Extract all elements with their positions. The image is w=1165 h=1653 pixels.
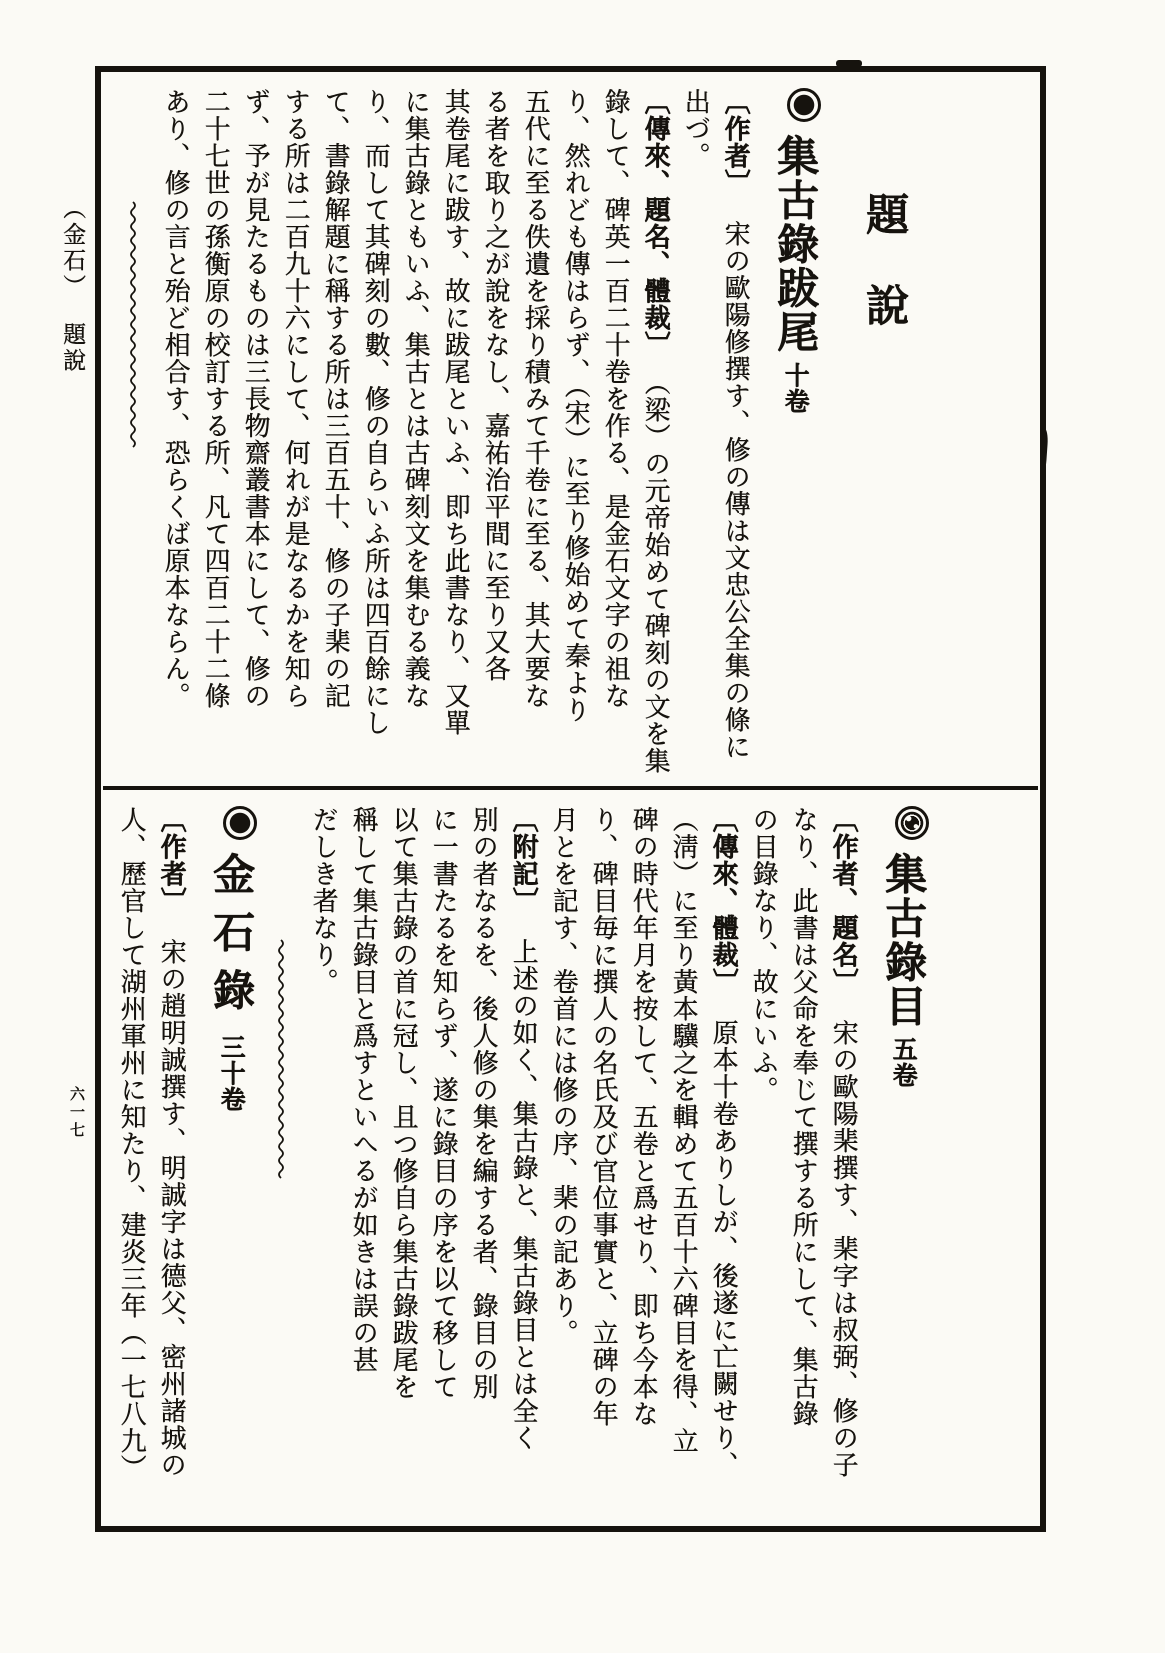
end-of-entry-wavy-rule	[111, 88, 155, 780]
paragraph-label: 〔作者〕	[157, 806, 186, 914]
column-text: 原本十卷ありしが、後遂に亡闕せり、	[709, 1019, 738, 1478]
column-text: 錄して、碑英一百二十卷を作る、是金石文字の祖な	[601, 88, 630, 709]
text-column	[675, 88, 715, 780]
text-column	[583, 806, 623, 1653]
column-text: なり、此書は父命を奉じて撰する所にして、集古錄	[789, 806, 818, 1427]
paragraph-label: 〔作者〕	[721, 88, 750, 196]
column-text: り、碑目毎に撰人の名氏及び官位事實と、立碑の年	[589, 806, 618, 1427]
page-heading: 題說	[860, 192, 907, 374]
column-text: に集古錄ともいふ、集古とは古碑刻文を集むる義な	[401, 88, 430, 709]
column-text: の目錄なり、故にいふ。	[749, 806, 778, 1103]
text-column	[315, 88, 355, 780]
paragraph-label: 〔作者、題名〕	[829, 806, 858, 995]
column-text: （梁）の元帝始めて碑刻の文を集	[641, 382, 670, 774]
vertical-text-block-bottom	[111, 806, 931, 1653]
column-text: 稱して集古錄目と爲すといへるが如きは誤の甚	[349, 806, 378, 1373]
entry-volume-count: 十卷	[781, 362, 808, 414]
entry-title-shūkoroku-batsubi	[765, 88, 823, 780]
wavy-rule-glyph	[126, 200, 140, 456]
margin-series-label: （金石）	[60, 196, 85, 300]
text-column	[743, 806, 783, 1653]
text-column	[715, 88, 755, 780]
column-text: ず、予が見たるものは三長物齋叢書本にして、修の	[241, 88, 270, 709]
section-shūkoroku-batsubi	[101, 72, 1040, 786]
column-text: 上述の如く、集古錄と、集古錄目とは全く	[509, 938, 538, 1451]
text-column	[543, 806, 583, 1653]
column-text: 碑の時代年月を按して、五卷と爲せり、即ち今本な	[629, 806, 658, 1427]
column-text: 其卷尾に跋す、故に跋尾といふ、即ち此書なり、又單	[441, 88, 470, 736]
end-of-entry-wavy-rule	[259, 806, 303, 1653]
entry-title-text: 金石錄	[207, 852, 253, 1026]
column-text: 月とを記す、卷首には修の序、棐の記あり。	[549, 806, 578, 1346]
column-text: だしき者なり。	[309, 806, 338, 995]
wavy-rule-glyph	[274, 938, 288, 1188]
text-column	[463, 806, 503, 1653]
paragraph-label: 〔附記〕	[509, 806, 538, 914]
column-text: あり、修の言と殆ど相合す、恐らくば原本ならん。	[161, 88, 190, 709]
section-bullet-icon	[787, 88, 821, 122]
margin-section-label: 題說	[60, 322, 85, 374]
column-text: 宋の歐陽修撰す、修の傳は文忠公全集の條に	[721, 220, 750, 760]
section-bullet-icon	[223, 806, 257, 840]
column-text: する所は二百九十六にして、何れが是なるかを知ら	[281, 88, 310, 709]
entry-title-text: 集古錄目	[879, 852, 925, 1028]
text-column	[275, 88, 315, 780]
vertical-text-block-top	[111, 88, 909, 780]
text-column	[303, 806, 343, 1653]
paragraph-label: 〔傳來、體裁〕	[709, 806, 738, 995]
entry-title-shūkorokumoku	[873, 806, 931, 1653]
text-column	[151, 806, 191, 1653]
text-column	[195, 88, 235, 780]
entry-volume-count: 五卷	[889, 1036, 916, 1088]
column-text: に一書たるを知らず、遂に錄目の序を以て移して	[429, 806, 458, 1400]
text-column	[703, 806, 743, 1653]
column-text: 二十七世の孫衡原の校訂する所、凡て四百二十二條	[201, 88, 230, 709]
column-text: 出づ。	[681, 88, 710, 169]
column-text: り、而して其碑刻の數、修の自らいふ所は四百餘にし	[361, 88, 390, 736]
text-column	[515, 88, 555, 780]
column-text: る者を取り之が說をなし、嘉祐治平間に至り又各	[481, 88, 510, 682]
column-text: り、然れども傳はらず、（宋）に至り修始めて秦より	[561, 88, 590, 723]
text-column	[435, 88, 475, 780]
text-column	[423, 806, 463, 1653]
text-column	[555, 88, 595, 780]
column-text: 別の者なるを、後人修の集を編する者、錄目の別	[469, 806, 498, 1400]
section-bullet-icon	[895, 806, 929, 840]
paragraph-label: 〔傳來、題名、體裁〕	[641, 88, 670, 358]
margin-label	[56, 196, 89, 374]
column-text: 以て集古錄の首に冠し、且つ修自ら集古錄跋尾を	[389, 806, 418, 1400]
text-column	[383, 806, 423, 1653]
entry-title-text: 集古錄跋尾	[771, 134, 817, 354]
text-column	[155, 88, 195, 780]
entry-title-kinsekiroku	[201, 806, 259, 1653]
text-column	[475, 88, 515, 780]
text-column	[623, 806, 663, 1653]
text-column	[783, 806, 823, 1653]
column-text: 宋の趙明誠撰す、明誠字は德父、密州諸城の	[157, 938, 186, 1478]
text-column	[355, 88, 395, 780]
text-column	[235, 88, 275, 780]
text-column	[635, 88, 675, 780]
page-number: 六一七	[68, 1086, 84, 1140]
section-shūkorokumoku-kinsekiroku	[101, 790, 1040, 1653]
entry-volume-count: 三十卷	[217, 1034, 244, 1112]
column-text: て、書錄解題に稱する所は三百五十、修の子棐の記	[321, 88, 350, 709]
text-column	[823, 806, 863, 1653]
column-text: 宋の歐陽棐撰す、棐字は叔弼、修の子	[829, 1019, 858, 1478]
text-column	[111, 806, 151, 1653]
text-column	[395, 88, 435, 780]
page-border-frame	[95, 66, 1046, 1532]
text-column	[595, 88, 635, 780]
column-text: 人、歷官して湖州軍州に知たり、建炎三年（一七八九）	[117, 806, 146, 1481]
text-column	[343, 806, 383, 1653]
column-text: （淸）に至り黃本驥之を輯めて五百十六碑目を得、立	[669, 806, 698, 1454]
text-column	[503, 806, 543, 1653]
text-column	[663, 806, 703, 1653]
column-text: 五代に至る佚遺を採り積みて千卷に至る、其大要な	[521, 88, 550, 709]
